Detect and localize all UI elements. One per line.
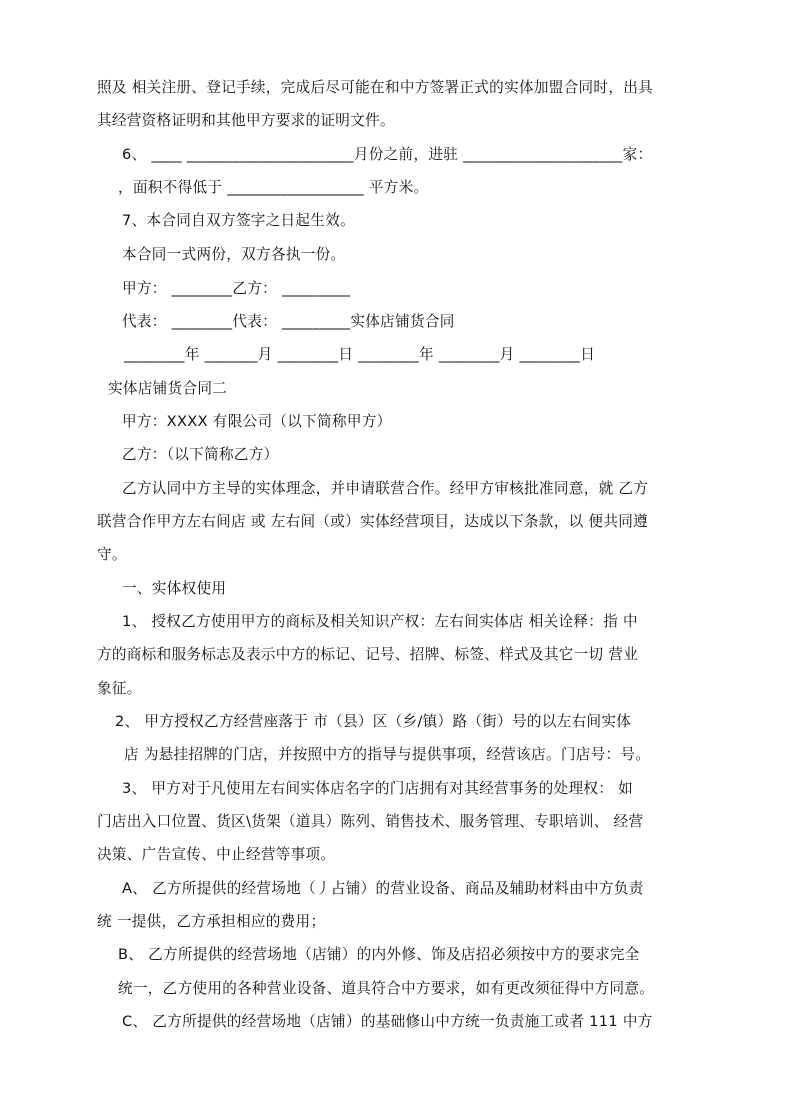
text-line-12: 乙方：（以下简称乙方） xyxy=(122,446,279,463)
text-line-2: 其经营资格证明和其他甲方要求的证明文件。 xyxy=(97,112,395,129)
text-line-4: ，面积不得低于 __________________ 平方米。 xyxy=(118,179,429,196)
text-line-1: 照及 相关注册、登记手续，完成后尽可能在和中方签署正式的实体加盟合同时，出具 xyxy=(97,79,654,96)
text-line-29: C、 乙方所提供的经营场地（店铺）的基础修山中方统一负责施工或者 111 中方 xyxy=(122,1013,653,1030)
text-line-13: 乙方认同中方主导的实体理念，并申请联营合作。经甲方审核批准同意，就 乙方 xyxy=(122,480,649,497)
text-line-14: 联营合作甲方左右间店 或 左右间（或）实体经营项目，达成以下条款，以 便共同遵 xyxy=(97,513,648,530)
text-line-24: 决策、广告宣传、中止经营等事项。 xyxy=(97,846,336,863)
text-line-8: 代表： ________代表： _________实体店铺货合同 xyxy=(122,313,455,330)
text-line-19: 象征。 xyxy=(97,680,142,697)
text-line-26: 统 一提供，乙方承担相应的费用； xyxy=(97,913,326,930)
text-line-15: 守。 xyxy=(97,546,127,563)
text-line-9: ________年 _______月 ________日 ________年 ________月 ________日 xyxy=(124,346,596,363)
text-line-7: 甲方： ________乙方： _________ xyxy=(122,280,351,297)
text-line-17: 1、 授权乙方使用甲方的商标及相关知识产权：左右间实体店 相关诠释：指 中 xyxy=(122,613,638,630)
text-line-21: 店 为悬挂招牌的门店，并按照中方的指导与提供事项，经营该店。门店号：号。 xyxy=(124,746,651,763)
text-line-5: 7、本合同自双方签字之日起生效。 xyxy=(122,212,355,229)
text-line-10: 实体店铺货合同二 xyxy=(108,380,228,397)
text-line-22: 3、 甲方对于凡使用左右间实体店名字的门店拥有对其经营事务的处理权： 如 xyxy=(122,780,633,797)
text-line-3: 6、 ____ ______________________月份之前，进驻 _____________________家： xyxy=(122,146,653,163)
text-line-11: 甲方：XXXX 有限公司（以下简称甲方） xyxy=(122,413,392,430)
text-line-20: 2、 甲方授权乙方经营座落于 市（县）区（乡/镇）路（街）号的以左右间实体 xyxy=(115,713,632,730)
text-line-27: B、 乙方所提供的经营场地（店铺）的内外修、饰及店招必须按中方的要求完全 xyxy=(118,946,640,963)
text-line-6: 本合同一式两份，双方各执一份。 xyxy=(122,246,346,263)
text-line-18: 方的商标和服务标志及表示中方的标记、记号、招牌、标签、样式及其它一切 营业 xyxy=(97,646,639,663)
text-line-23: 门店出入口位置、货区\货架（道具）陈列、销售技术、服务管理、专职培训、 经营 xyxy=(97,813,644,830)
text-line-16: 一、实体权使用 xyxy=(122,580,227,597)
text-line-28: 统一，乙方使用的各种营业设备、道具符合中方要求，如有更改须征得中方同意。 xyxy=(118,980,655,997)
text-line-25: A、 乙方所提供的经营场地（丿占铺）的营业设备、商品及辅助材料由中方负责 xyxy=(122,880,644,897)
